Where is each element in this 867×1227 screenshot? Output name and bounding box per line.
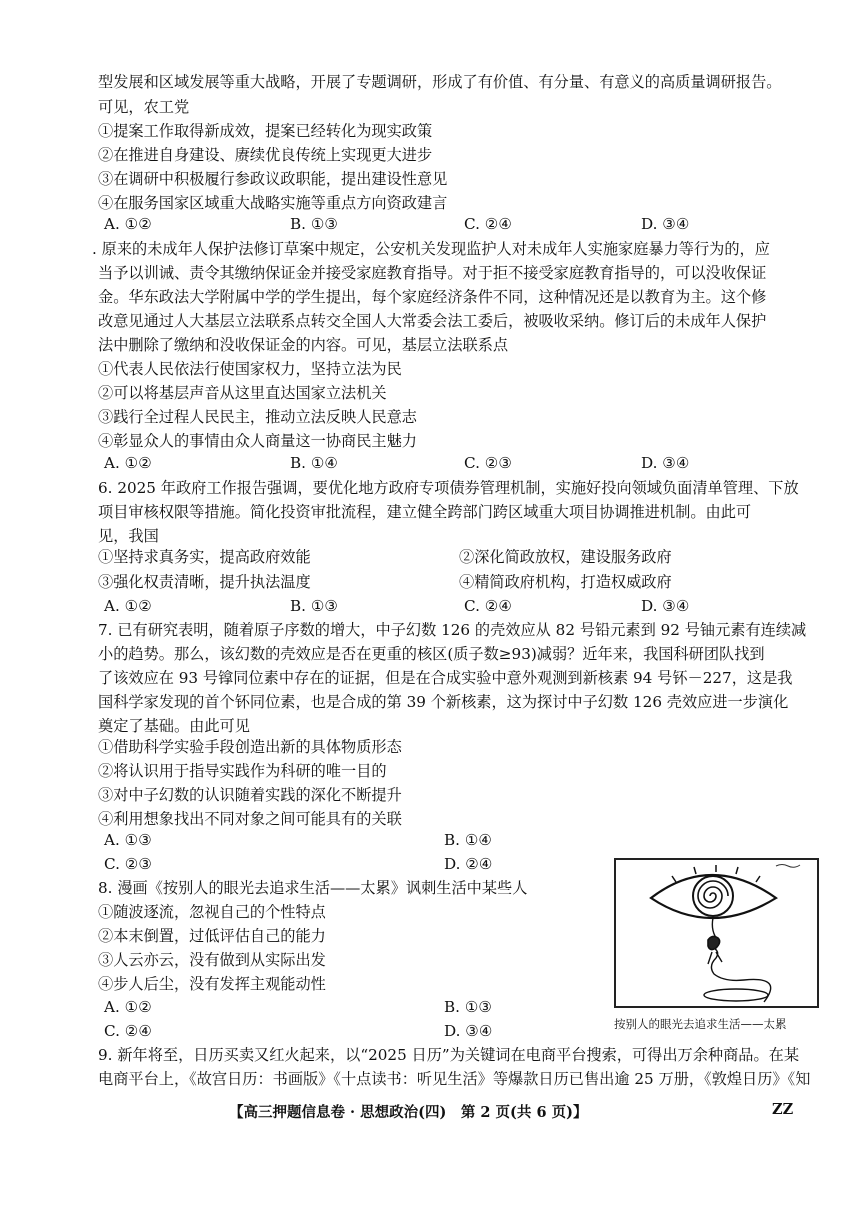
- q4-option-d: D. ③④: [641, 215, 690, 233]
- q7-stem-line-4: 国科学家发现的首个钚同位素，也是合成的第 39 个新核素，这为探讨中子幻数 126 壳效应进一步演化: [98, 693, 789, 711]
- q6-item-1: ①坚持求真务实，提高政府效能: [98, 548, 311, 566]
- q7-option-d: D. ②④: [444, 855, 493, 873]
- q7-item-2: ②将认识用于指导实践作为科研的唯一目的: [98, 762, 387, 780]
- footer-title: 【高三押题信息卷 · 思想政治(四) 第 2 页(共 6 页)】: [229, 1104, 588, 1121]
- cartoon-illustration: [614, 858, 819, 1008]
- q5-stem-line-5: 法中删除了缴纳和没收保证金的内容。可见，基层立法联系点: [98, 336, 509, 354]
- q5-option-c: C. ②③: [464, 454, 512, 472]
- q7-stem-line-1: 7. 已有研究表明，随着原子序数的增大，中子幻数 126 的壳效应从 82 号铅元素到 92 号铀元素有连续减: [98, 621, 807, 639]
- q5-stem-line-3: 金。华东政法大学附属中学的学生提出，每个家庭经济条件不同，这种情况还是以教育为主。这个修: [98, 288, 767, 306]
- q9-stem-line-2: 电商平台上，《故宫日历：书画版》《十点读书：听见生活》等爆款日历已售出逾 25 万册，《敦煌日历》《知: [98, 1070, 811, 1088]
- q7-stem-line-2: 小的趋势。那么，该幻数的壳效应是否在更重的核区(质子数≥93)减弱？近年来，我国科研团队找到: [98, 645, 765, 663]
- q6-stem-line-1: 6. 2025 年政府工作报告强调，要优化地方政府专项债券管理机制，实施好投向领域负面清单管理、下放: [98, 479, 799, 497]
- q5-item-3: ③践行全过程人民民主，推动立法反映人民意志: [98, 408, 417, 426]
- q5-option-d: D. ③④: [641, 454, 690, 472]
- q7-item-3: ③对中子幻数的认识随着实践的深化不断提升: [98, 786, 402, 804]
- q5-stem-line-1: . 原来的未成年人保护法修订草案中规定，公安机关发现监护人对未成年人实施家庭暴力等行为的，应: [92, 240, 770, 258]
- q6-item-2: ②深化简政放权，建设服务政府: [459, 548, 672, 566]
- q5-stem-line-2: 当予以训诫、责令其缴纳保证金并接受家庭教育指导。对于拒不接受家庭教育指导的，可以没收保证: [98, 264, 767, 282]
- q5-item-2: ②可以将基层声音从这里直达国家立法机关: [98, 384, 387, 402]
- q8-option-d: D. ③④: [444, 1022, 493, 1040]
- q6-item-4: ④精简政府机构，打造权威政府: [459, 573, 672, 591]
- q4-option-a: A. ①②: [104, 215, 152, 233]
- q4-stem-line-2: 可见，农工党: [98, 98, 190, 116]
- q7-item-4: ④利用想象找出不同对象之间可能具有的关联: [98, 810, 402, 828]
- q8-option-c: C. ②④: [104, 1022, 152, 1040]
- q5-item-4: ④彰显众人的事情由众人商量这一协商民主魅力: [98, 432, 417, 450]
- q4-item-2: ②在推进自身建设、赓续优良传统上实现更大进步: [98, 146, 433, 164]
- q6-option-a: A. ①②: [104, 597, 152, 615]
- q7-option-b: B. ①④: [444, 831, 493, 849]
- q7-item-1: ①借助科学实验手段创造出新的具体物质形态: [98, 738, 402, 756]
- q7-option-c: C. ②③: [104, 855, 152, 873]
- q6-option-d: D. ③④: [641, 597, 690, 615]
- q6-option-c: C. ②④: [464, 597, 512, 615]
- eye-cartoon-icon: [616, 860, 817, 1006]
- q6-item-3: ③强化权责清晰，提升执法温度: [98, 573, 311, 591]
- q5-stem-line-4: 改意见通过人大基层立法联系点转交全国人大常委会法工委后，被吸收采纳。修订后的未成年人保护: [98, 312, 767, 330]
- q7-option-a: A. ①③: [104, 831, 152, 849]
- q5-option-a: A. ①②: [104, 454, 152, 472]
- cartoon-caption: 按别人的眼光去追求生活——太累: [614, 1017, 787, 1031]
- q8-item-1: ①随波逐流，忽视自己的个性特点: [98, 903, 326, 921]
- q4-option-c: C. ②④: [464, 215, 512, 233]
- q7-stem-line-5: 奠定了基础。由此可见: [98, 717, 250, 735]
- q5-option-b: B. ①④: [290, 454, 339, 472]
- q4-item-4: ④在服务国家区域重大战略实施等重点方向资政建言: [98, 194, 448, 212]
- q8-stem: 8. 漫画《按别人的眼光去追求生活——太累》讽刺生活中某些人: [98, 879, 528, 897]
- q6-option-b: B. ①③: [290, 597, 339, 615]
- q9-stem-line-1: 9. 新年将至，日历买卖又红火起来，以“2025 日历”为关键词在电商平台搜索，可得出万余种商品。在某: [98, 1046, 800, 1064]
- page-footer: [0, 1101, 867, 1121]
- q8-option-b: B. ①③: [444, 998, 493, 1016]
- q7-stem-line-3: 了该效应在 93 号镎同位素中存在的证据，但是在合成实验中意外观测到新核素 94 号钚－227，这是我: [98, 669, 793, 687]
- q5-item-1: ①代表人民依法行使国家权力，坚持立法为民: [98, 360, 402, 378]
- q4-stem-line-1: 型发展和区域发展等重大战略，开展了专题调研，形成了有价值、有分量、有意义的高质量调研报告。: [98, 73, 782, 91]
- q6-stem-line-3: 见，我国: [98, 527, 159, 545]
- q8-item-3: ③人云亦云，没有做到从实际出发: [98, 951, 326, 969]
- q4-option-b: B. ①③: [290, 215, 339, 233]
- q4-item-1: ①提案工作取得新成效，提案已经转化为现实政策: [98, 122, 433, 140]
- q8-item-4: ④步人后尘，没有发挥主观能动性: [98, 975, 326, 993]
- q8-item-2: ②本末倒置，过低评估自己的能力: [98, 927, 326, 945]
- q4-item-3: ③在调研中积极履行参政议政职能，提出建设性意见: [98, 170, 448, 188]
- q8-option-a: A. ①②: [104, 998, 152, 1016]
- footer-code: ZZ: [772, 1101, 794, 1118]
- q6-stem-line-2: 项目审核权限等措施。简化投资审批流程，建立健全跨部门跨区域重大项目协调推进机制。由此可: [98, 503, 752, 521]
